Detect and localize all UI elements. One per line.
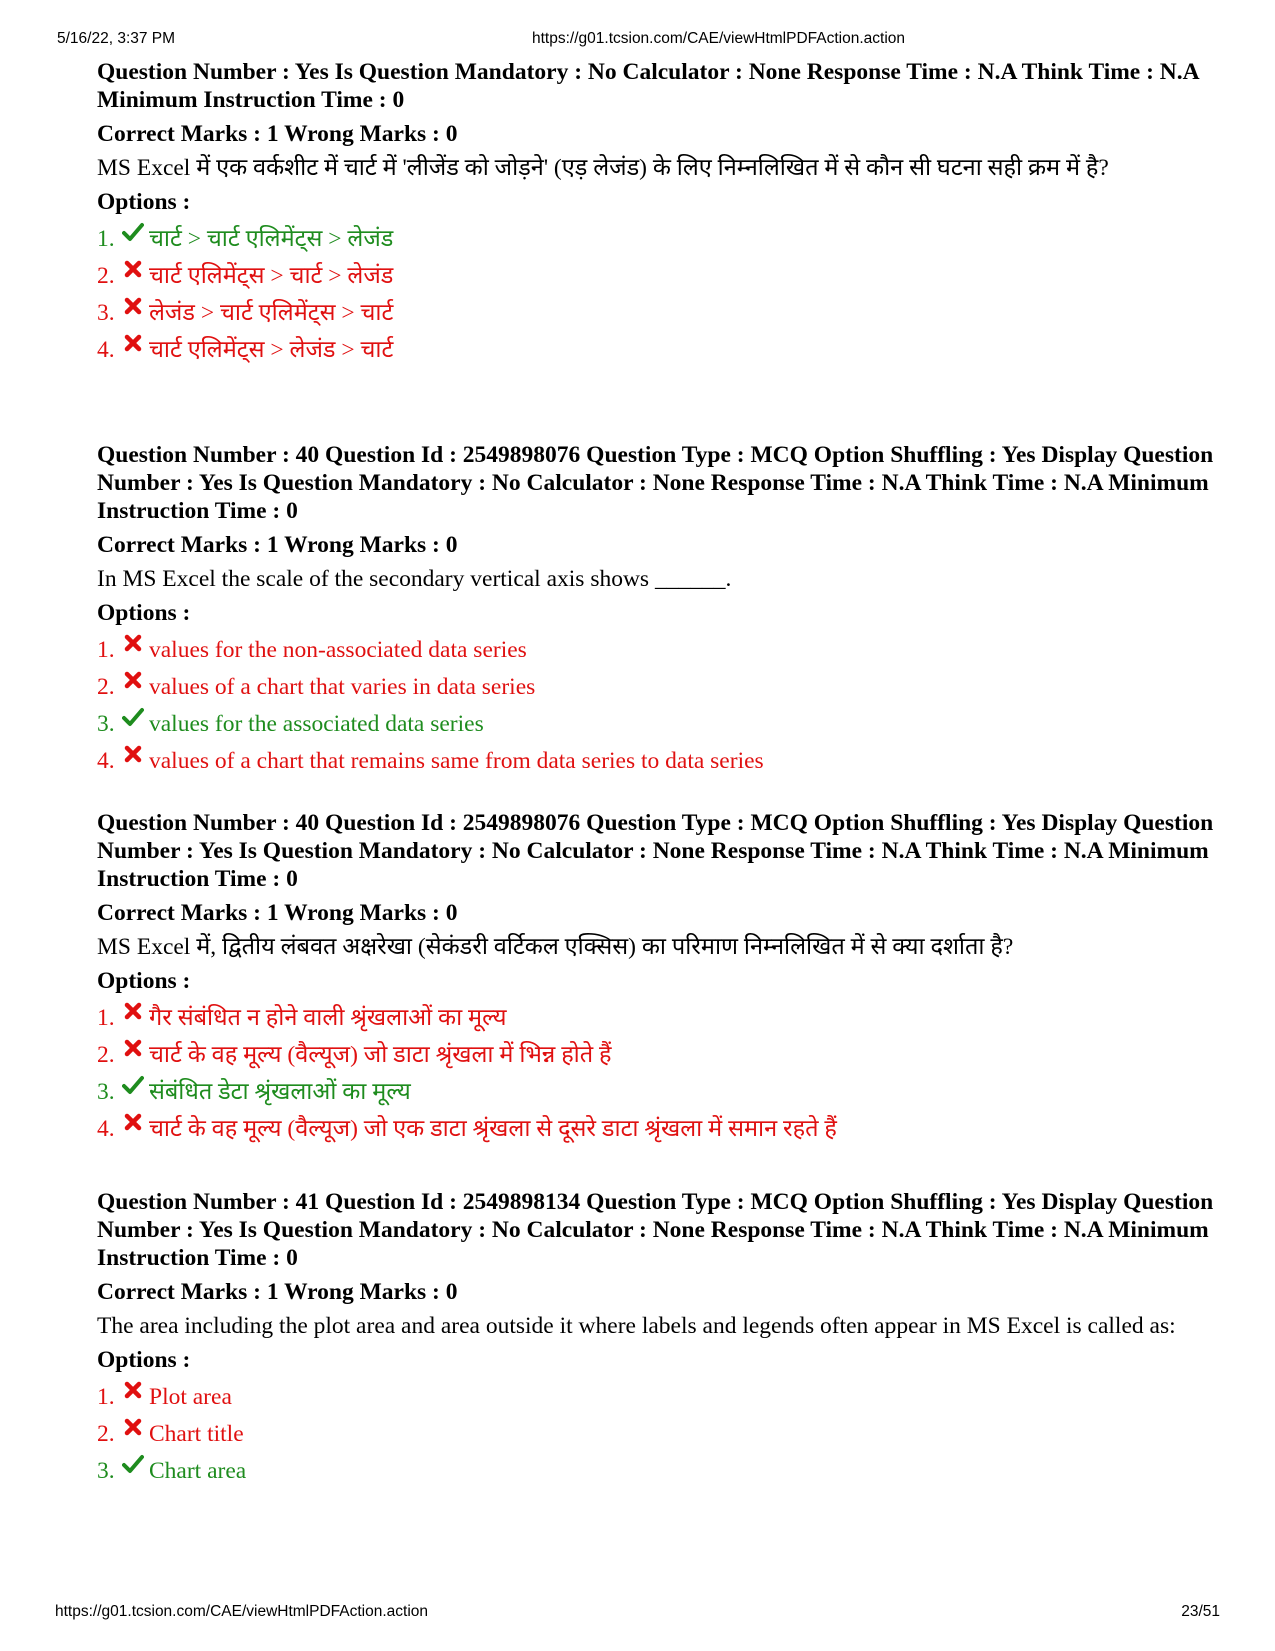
option-item-correct — [97, 710, 1217, 738]
option-item-wrong — [97, 1004, 1217, 1032]
option-text: Plot area — [149, 1384, 232, 1410]
cross-icon — [122, 1111, 149, 1135]
option-number: 2. — [97, 1421, 115, 1447]
cross-icon — [122, 332, 149, 356]
options-label: Options : — [97, 1347, 191, 1373]
cross-icon — [122, 1037, 149, 1061]
option-text: values for the associated data series — [149, 711, 484, 737]
option-number: 1. — [97, 226, 115, 252]
option-item-wrong — [97, 673, 1217, 701]
question-marks: Correct Marks : 1 Wrong Marks : 0 — [97, 532, 458, 558]
question-marks: Correct Marks : 1 Wrong Marks : 0 — [97, 121, 458, 147]
option-text: चार्ट के वह मूल्य (वैल्यूज) जो एक डाटा श्रृंखला से दूसरे डाटा श्रृंखला में समान रहते हैं — [149, 1116, 837, 1142]
option-item-correct — [97, 225, 1217, 253]
check-icon — [122, 1074, 149, 1098]
option-text: चार्ट एलिमेंट्स > लेजंड > चार्ट — [149, 337, 394, 363]
cross-icon — [122, 669, 149, 693]
question-text: MS Excel में एक वर्कशीट में चार्ट में 'लीजेंड को जोड़ने' (एड़ लेजंड) के लिए निम्नलिखित में से कौन सी घटना सही क्रम में है? — [97, 155, 1109, 181]
question-text: MS Excel में, द्वितीय लंबवत अक्षरेखा (सेकंडरी वर्टिकल एक्सिस) का परिमाण निम्नलिखित में से क्या दर्शाता है? — [97, 934, 1014, 960]
option-number: 4. — [97, 748, 115, 774]
cross-icon — [122, 1000, 149, 1024]
question-meta: Question Number : Yes Is Question Mandatory : No Calculator : None Response Time : N.A Think Time : N.A Minimum Instruction Time : 0 — [97, 59, 1199, 113]
question-text: The area including the plot area and area outside it where labels and legends often appear in MS Excel is called as: — [97, 1313, 1176, 1339]
option-text: चार्ट > चार्ट एलिमेंट्स > लेजंड — [149, 226, 394, 252]
question-block — [97, 1188, 1217, 1485]
question-block — [97, 809, 1217, 1143]
question-meta: Question Number : 40 Question Id : 2549898076 Question Type : MCQ Option Shuffling : Yes Display Question Number : Yes Is Question Mandatory : No Calculator : None Response Time : N.A Think Time : N.A Minimum Instruction Time : 0 — [97, 810, 1214, 892]
cross-icon — [122, 258, 149, 282]
option-number: 3. — [97, 300, 115, 326]
option-item-correct — [97, 1457, 1217, 1485]
options-list — [97, 1383, 1217, 1485]
option-text: गैर संबंधित न होने वाली श्रृंखलाओं का मूल्य — [149, 1005, 507, 1031]
question-marks: Correct Marks : 1 Wrong Marks : 0 — [97, 1279, 458, 1305]
option-item-wrong — [97, 747, 1217, 775]
check-icon — [122, 1453, 149, 1477]
cross-icon — [122, 632, 149, 656]
page-number: 23/51 — [1181, 1603, 1220, 1620]
option-item-correct — [97, 1078, 1217, 1106]
print-header-url: https://g01.tcsion.com/CAE/viewHtmlPDFAction.action — [532, 30, 906, 47]
option-number: 3. — [97, 1079, 115, 1105]
check-icon — [122, 221, 149, 245]
question-meta: Question Number : 41 Question Id : 2549898134 Question Type : MCQ Option Shuffling : Yes Display Question Number : Yes Is Question Mandatory : No Calculator : None Response Time : N.A Think Time : N.A Minimum Instruction Time : 0 — [97, 1189, 1214, 1271]
option-number: 2. — [97, 263, 115, 289]
cross-icon — [122, 1416, 149, 1440]
option-number: 1. — [97, 1005, 115, 1031]
option-number: 3. — [97, 1458, 115, 1484]
options-list — [97, 1004, 1217, 1143]
question-block — [97, 441, 1217, 775]
option-number: 2. — [97, 674, 115, 700]
cross-icon — [122, 295, 149, 319]
options-label: Options : — [97, 600, 191, 626]
option-number: 4. — [97, 337, 115, 363]
question-block — [97, 58, 1217, 364]
options-list — [97, 636, 1217, 775]
option-number: 2. — [97, 1042, 115, 1068]
options-label: Options : — [97, 189, 191, 215]
option-item-wrong — [97, 1383, 1217, 1411]
option-item-wrong — [97, 636, 1217, 664]
option-item-wrong — [97, 1420, 1217, 1448]
option-text: चार्ट एलिमेंट्स > चार्ट > लेजंड — [149, 263, 394, 289]
options-list — [97, 225, 1217, 364]
option-number: 1. — [97, 637, 115, 663]
option-text: Chart area — [149, 1458, 247, 1484]
cross-icon — [122, 743, 149, 767]
option-text: लेजंड > चार्ट एलिमेंट्स > चार्ट — [149, 300, 394, 326]
print-datetime: 5/16/22, 3:37 PM — [57, 30, 176, 47]
option-number: 1. — [97, 1384, 115, 1410]
option-item-wrong — [97, 1115, 1217, 1143]
cross-icon — [122, 1379, 149, 1403]
option-item-wrong — [97, 336, 1217, 364]
check-icon — [122, 706, 149, 730]
option-text: values for the non-associated data series — [149, 637, 527, 663]
question-marks: Correct Marks : 1 Wrong Marks : 0 — [97, 900, 458, 926]
option-text: values of a chart that varies in data series — [149, 674, 536, 700]
option-item-wrong — [97, 299, 1217, 327]
question-text: In MS Excel the scale of the secondary vertical axis shows ______. — [97, 566, 732, 592]
option-number: 4. — [97, 1116, 115, 1142]
option-number: 3. — [97, 711, 115, 737]
print-footer-url: https://g01.tcsion.com/CAE/viewHtmlPDFAction.action — [55, 1603, 429, 1620]
option-text: values of a chart that remains same from data series to data series — [149, 748, 764, 774]
option-item-wrong — [97, 262, 1217, 290]
options-label: Options : — [97, 968, 191, 994]
option-item-wrong — [97, 1041, 1217, 1069]
option-text: संबंधित डेटा श्रृंखलाओं का मूल्य — [149, 1079, 411, 1105]
question-meta: Question Number : 40 Question Id : 2549898076 Question Type : MCQ Option Shuffling : Yes Display Question Number : Yes Is Question Mandatory : No Calculator : None Response Time : N.A Think Time : N.A Minimum Instruction Time : 0 — [97, 442, 1214, 524]
option-text: चार्ट के वह मूल्य (वैल्यूज) जो डाटा श्रृंखला में भिन्न होते हैं — [149, 1042, 612, 1068]
option-text: Chart title — [149, 1421, 244, 1447]
